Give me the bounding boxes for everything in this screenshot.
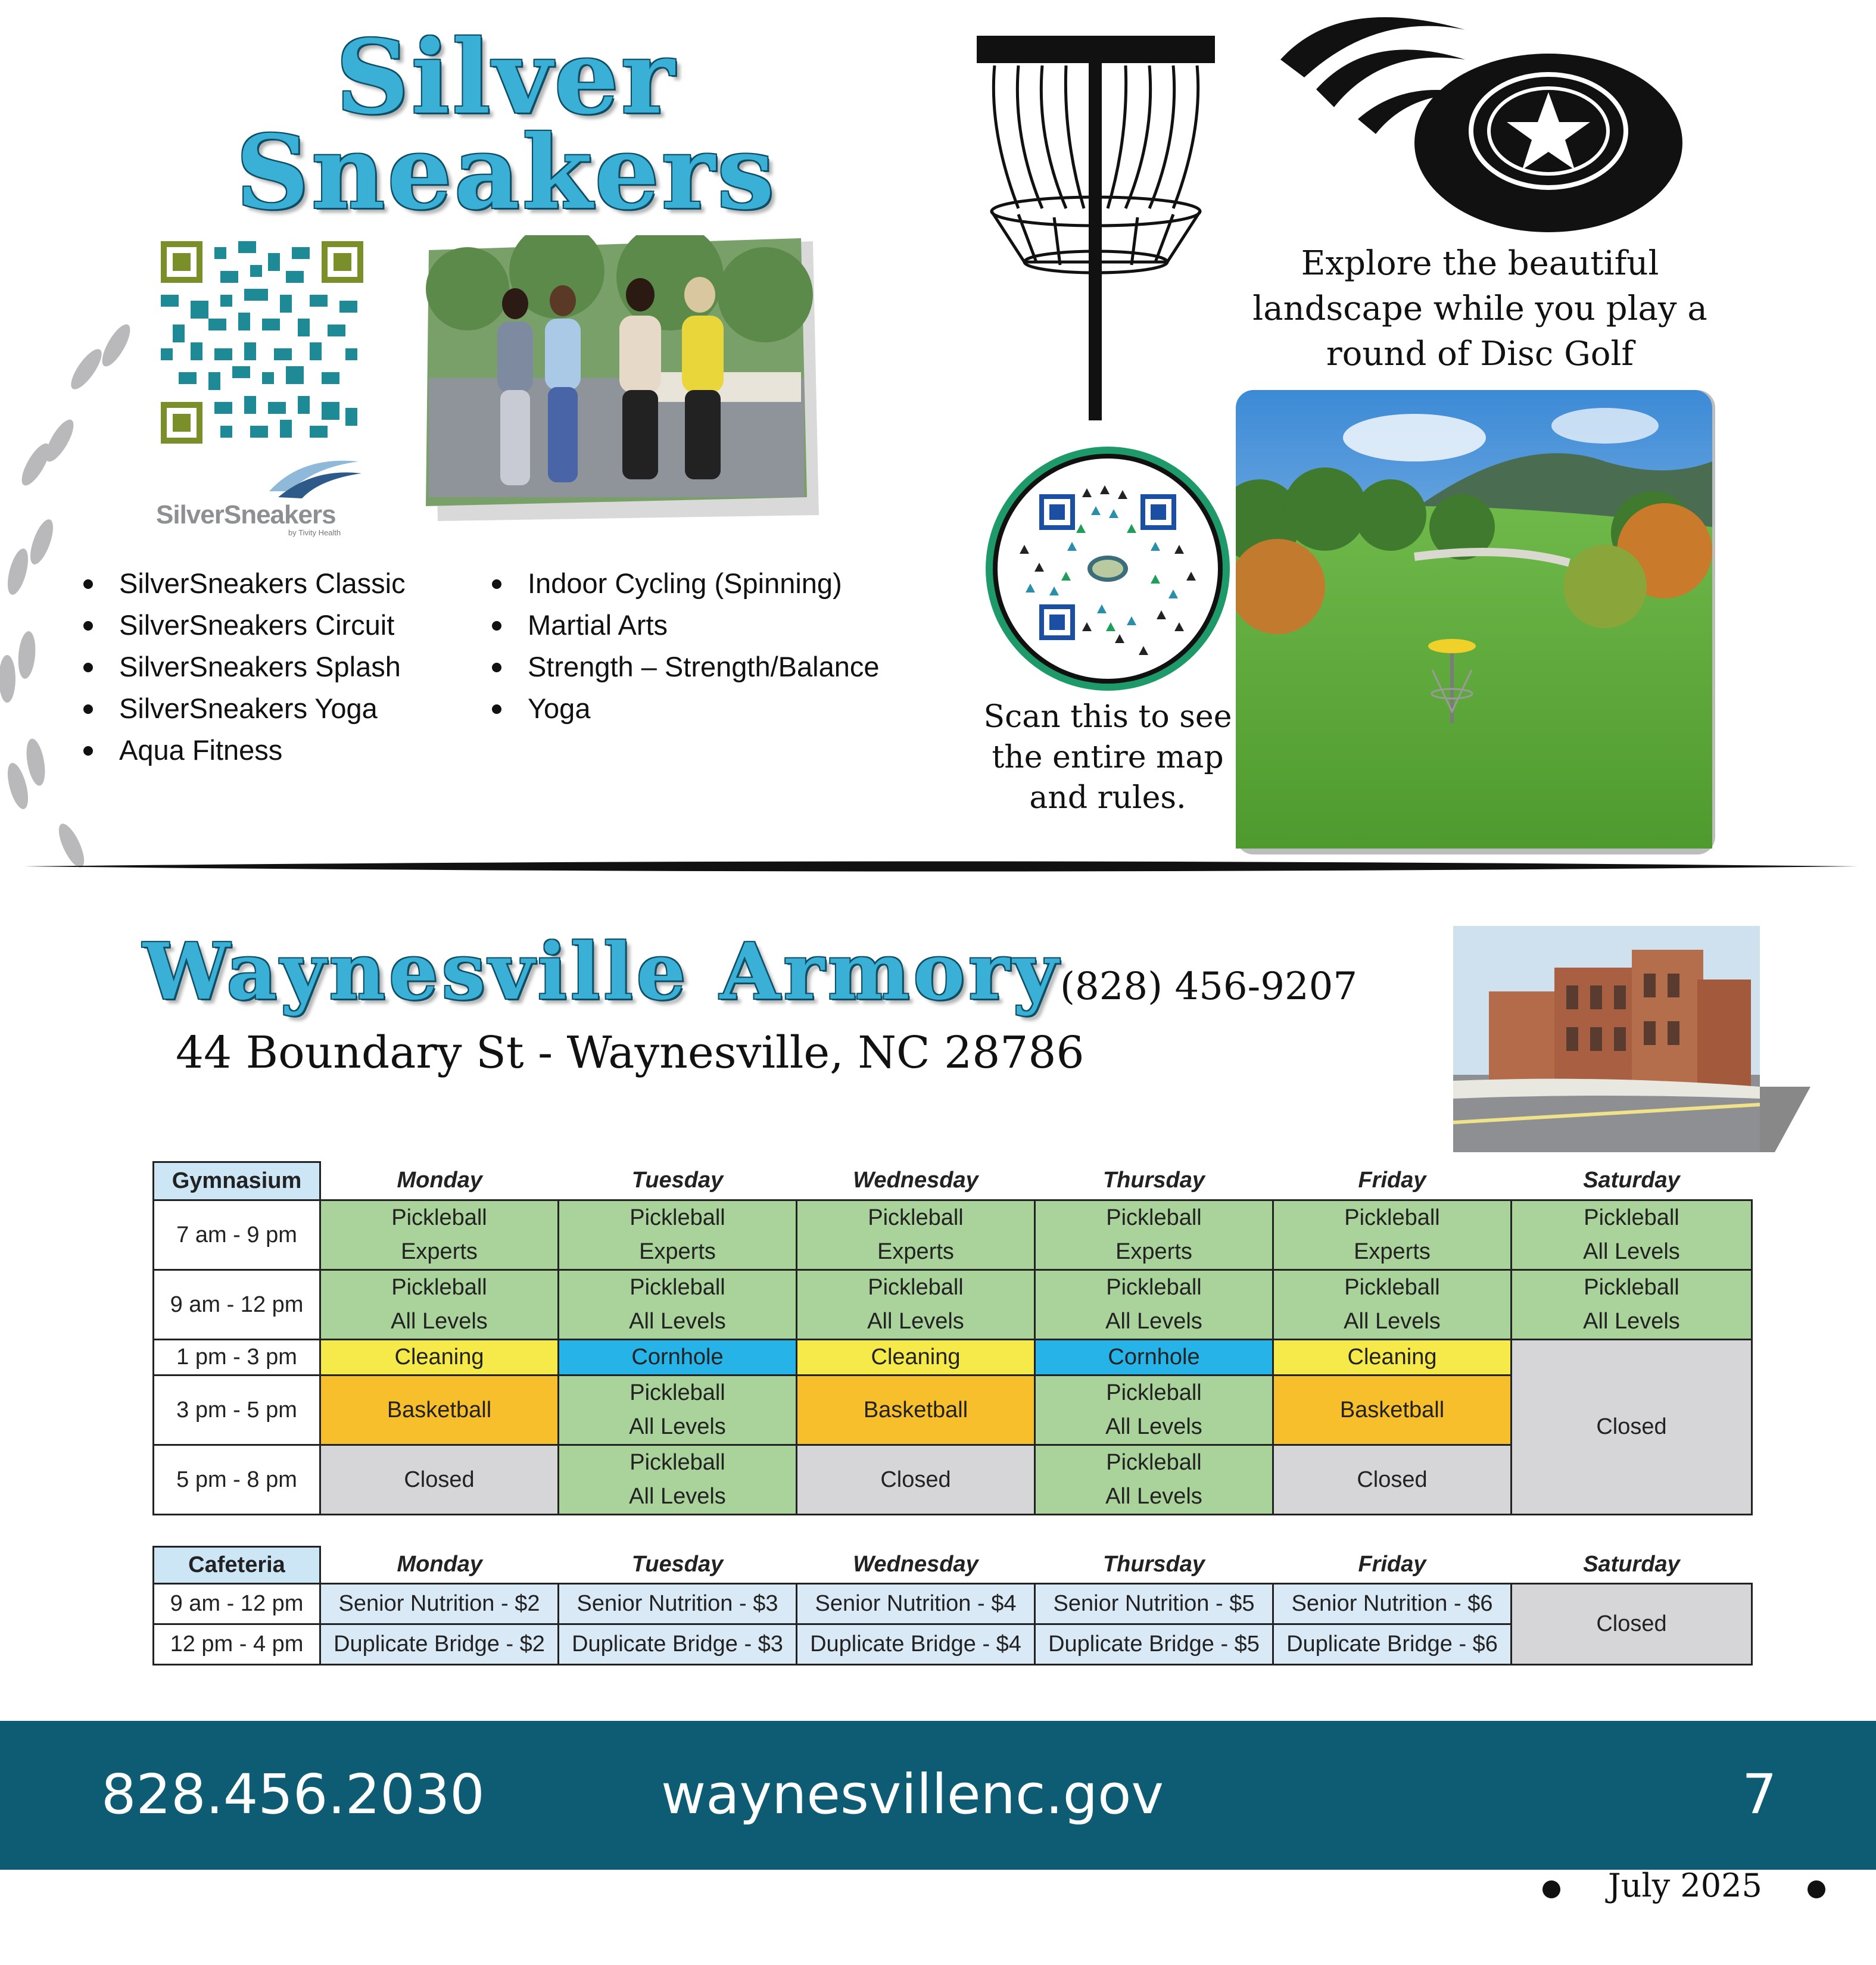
armory-phone: (828) 456-9207 [1060, 965, 1358, 1009]
schedule-cell: Senior Nutrition - $6 [1273, 1584, 1512, 1624]
cafeteria-header: Cafeteria [154, 1547, 320, 1584]
schedule-cell: Pickleball All Levels [559, 1270, 797, 1340]
list-item: SilverSneakers Classic [83, 563, 406, 604]
schedule-cell: Senior Nutrition - $5 [1035, 1584, 1273, 1624]
schedule-cell: Duplicate Bridge - $4 [797, 1624, 1035, 1665]
schedule-cell: Pickleball Experts [1035, 1200, 1273, 1270]
cafeteria-schedule-table [152, 1546, 1753, 1665]
scan-line-3: and rules. [1029, 780, 1186, 816]
list-item: Strength – Strength/Balance [492, 646, 880, 688]
time-slot: 9 am - 12 pm [154, 1584, 320, 1624]
schedule-cell: Closed [797, 1445, 1035, 1515]
silver-sneakers-logo [156, 456, 370, 539]
classes-list-left [83, 563, 406, 771]
scan-instructions [965, 697, 1251, 818]
schedule-cell: Pickleball All Levels [1512, 1200, 1752, 1270]
disc-golf-course-photo [1236, 390, 1718, 857]
logo-text: SilverSneakers [156, 500, 336, 529]
schedule-cell: Senior Nutrition - $4 [797, 1584, 1035, 1624]
schedule-cell: Duplicate Bridge - $2 [320, 1624, 559, 1665]
day-header: Tuesday [631, 1552, 724, 1577]
schedule-cell: Basketball [320, 1376, 559, 1445]
day-header: Thursday [1102, 1168, 1205, 1193]
explore-line-3: round of Disc Golf [1326, 335, 1634, 373]
list-item: SilverSneakers Circuit [83, 604, 406, 646]
day-header: Tuesday [631, 1168, 724, 1193]
schedule-cell: Pickleball Experts [1273, 1200, 1512, 1270]
schedule-cell-closed: Closed [1512, 1584, 1752, 1665]
table-row [154, 1270, 1752, 1340]
schedule-cell: Senior Nutrition - $2 [320, 1584, 559, 1624]
schedule-cell: Pickleball All Levels [1512, 1270, 1752, 1340]
silver-sneakers-qr-code[interactable] [161, 241, 363, 444]
logo-swoosh-icon [266, 456, 362, 503]
list-item: SilverSneakers Splash [83, 646, 406, 688]
disc-golf-basket-icon [977, 36, 1215, 423]
gymnasium-schedule-table [152, 1161, 1753, 1515]
schedule-cell: Cornhole [559, 1340, 797, 1376]
silver-sneakers-title [179, 18, 834, 232]
explore-line-2: landscape while you play a [1252, 289, 1707, 328]
day-header: Monday [397, 1552, 483, 1577]
day-header: Saturday [1583, 1168, 1680, 1193]
schedule-cell: Duplicate Bridge - $3 [559, 1624, 797, 1665]
title-line-1: Silver [335, 18, 677, 137]
time-slot: 7 am - 9 pm [154, 1200, 320, 1270]
scan-line-2: the entire map [992, 740, 1224, 775]
armory-title: Waynesville Armory [143, 926, 1062, 1017]
schedule-cell: Cleaning [1273, 1340, 1512, 1376]
footer-bar [0, 1721, 1876, 1870]
schedule-cell: Basketball [797, 1376, 1035, 1445]
list-item: Martial Arts [492, 604, 880, 646]
schedule-cell-closed: Closed [1512, 1340, 1752, 1515]
list-item: Yoga [492, 688, 880, 729]
schedule-cell: Pickleball All Levels [1035, 1270, 1273, 1340]
armory-building-photo [1453, 926, 1810, 1155]
table-row [154, 1200, 1752, 1270]
bullet-dot-right [1808, 1880, 1825, 1898]
armory-address: 44 Boundary St - Waynesville, NC 28786 [176, 1027, 1085, 1078]
day-header: Saturday [1583, 1552, 1680, 1577]
list-item: Aqua Fitness [83, 729, 406, 771]
classes-list-right [492, 563, 880, 729]
schedule-cell: Closed [320, 1445, 559, 1515]
title-line-2: Sneakers [236, 113, 777, 232]
schedule-cell: Pickleball All Levels [320, 1270, 559, 1340]
day-header: Wednesday [853, 1168, 978, 1193]
schedule-cell: Pickleball All Levels [1035, 1376, 1273, 1445]
schedule-cell: Pickleball All Levels [559, 1445, 797, 1515]
day-header: Friday [1358, 1168, 1426, 1193]
section-divider [24, 857, 1858, 875]
day-header: Friday [1358, 1552, 1426, 1577]
list-item: SilverSneakers Yoga [83, 688, 406, 729]
day-header: Monday [397, 1168, 483, 1193]
scan-line-1: Scan this to see [983, 699, 1232, 735]
disc-golf-map-qr-code[interactable] [983, 444, 1233, 694]
day-header: Thursday [1102, 1552, 1205, 1577]
schedule-cell: Closed [1273, 1445, 1512, 1515]
footer-phone[interactable]: 828.456.2030 [101, 1763, 485, 1826]
schedule-cell: Senior Nutrition - $3 [559, 1584, 797, 1624]
schedule-cell: Pickleball All Levels [559, 1376, 797, 1445]
footer-page-number: 7 [1742, 1763, 1777, 1826]
schedule-cell: Pickleball Experts [320, 1200, 559, 1270]
schedule-cell: Pickleball Experts [559, 1200, 797, 1270]
schedule-cell: Cornhole [1035, 1340, 1273, 1376]
schedule-cell: Pickleball All Levels [1035, 1445, 1273, 1515]
logo-subtext: by Tivity Health [288, 528, 341, 537]
time-slot: 1 pm - 3 pm [154, 1340, 320, 1376]
schedule-cell: Pickleball All Levels [1273, 1270, 1512, 1340]
footer-website-link[interactable]: waynesvillenc.gov [661, 1763, 1164, 1826]
gymnasium-header: Gymnasium [154, 1162, 320, 1200]
table-row [154, 1340, 1752, 1376]
schedule-cell: Cleaning [320, 1340, 559, 1376]
explore-line-1: Explore the beautiful [1301, 244, 1659, 283]
schedule-cell: Duplicate Bridge - $5 [1035, 1624, 1273, 1665]
walkers-photo [420, 235, 831, 527]
schedule-cell: Pickleball Experts [797, 1200, 1035, 1270]
flying-disc-icon [1269, 6, 1685, 238]
table-row [154, 1584, 1752, 1624]
bullet-dot-left [1542, 1880, 1560, 1898]
disc-golf-description [1227, 241, 1733, 377]
time-slot: 9 am - 12 pm [154, 1270, 320, 1340]
schedule-cell: Pickleball All Levels [797, 1270, 1035, 1340]
issue-date: July 2025 [1608, 1867, 1762, 1904]
schedule-cell: Basketball [1273, 1376, 1512, 1445]
list-item: Indoor Cycling (Spinning) [492, 563, 880, 604]
schedule-cell: Duplicate Bridge - $6 [1273, 1624, 1512, 1665]
time-slot: 12 pm - 4 pm [154, 1624, 320, 1665]
schedule-cell: Cleaning [797, 1340, 1035, 1376]
time-slot: 3 pm - 5 pm [154, 1376, 320, 1445]
day-header: Wednesday [853, 1552, 978, 1577]
time-slot: 5 pm - 8 pm [154, 1445, 320, 1515]
